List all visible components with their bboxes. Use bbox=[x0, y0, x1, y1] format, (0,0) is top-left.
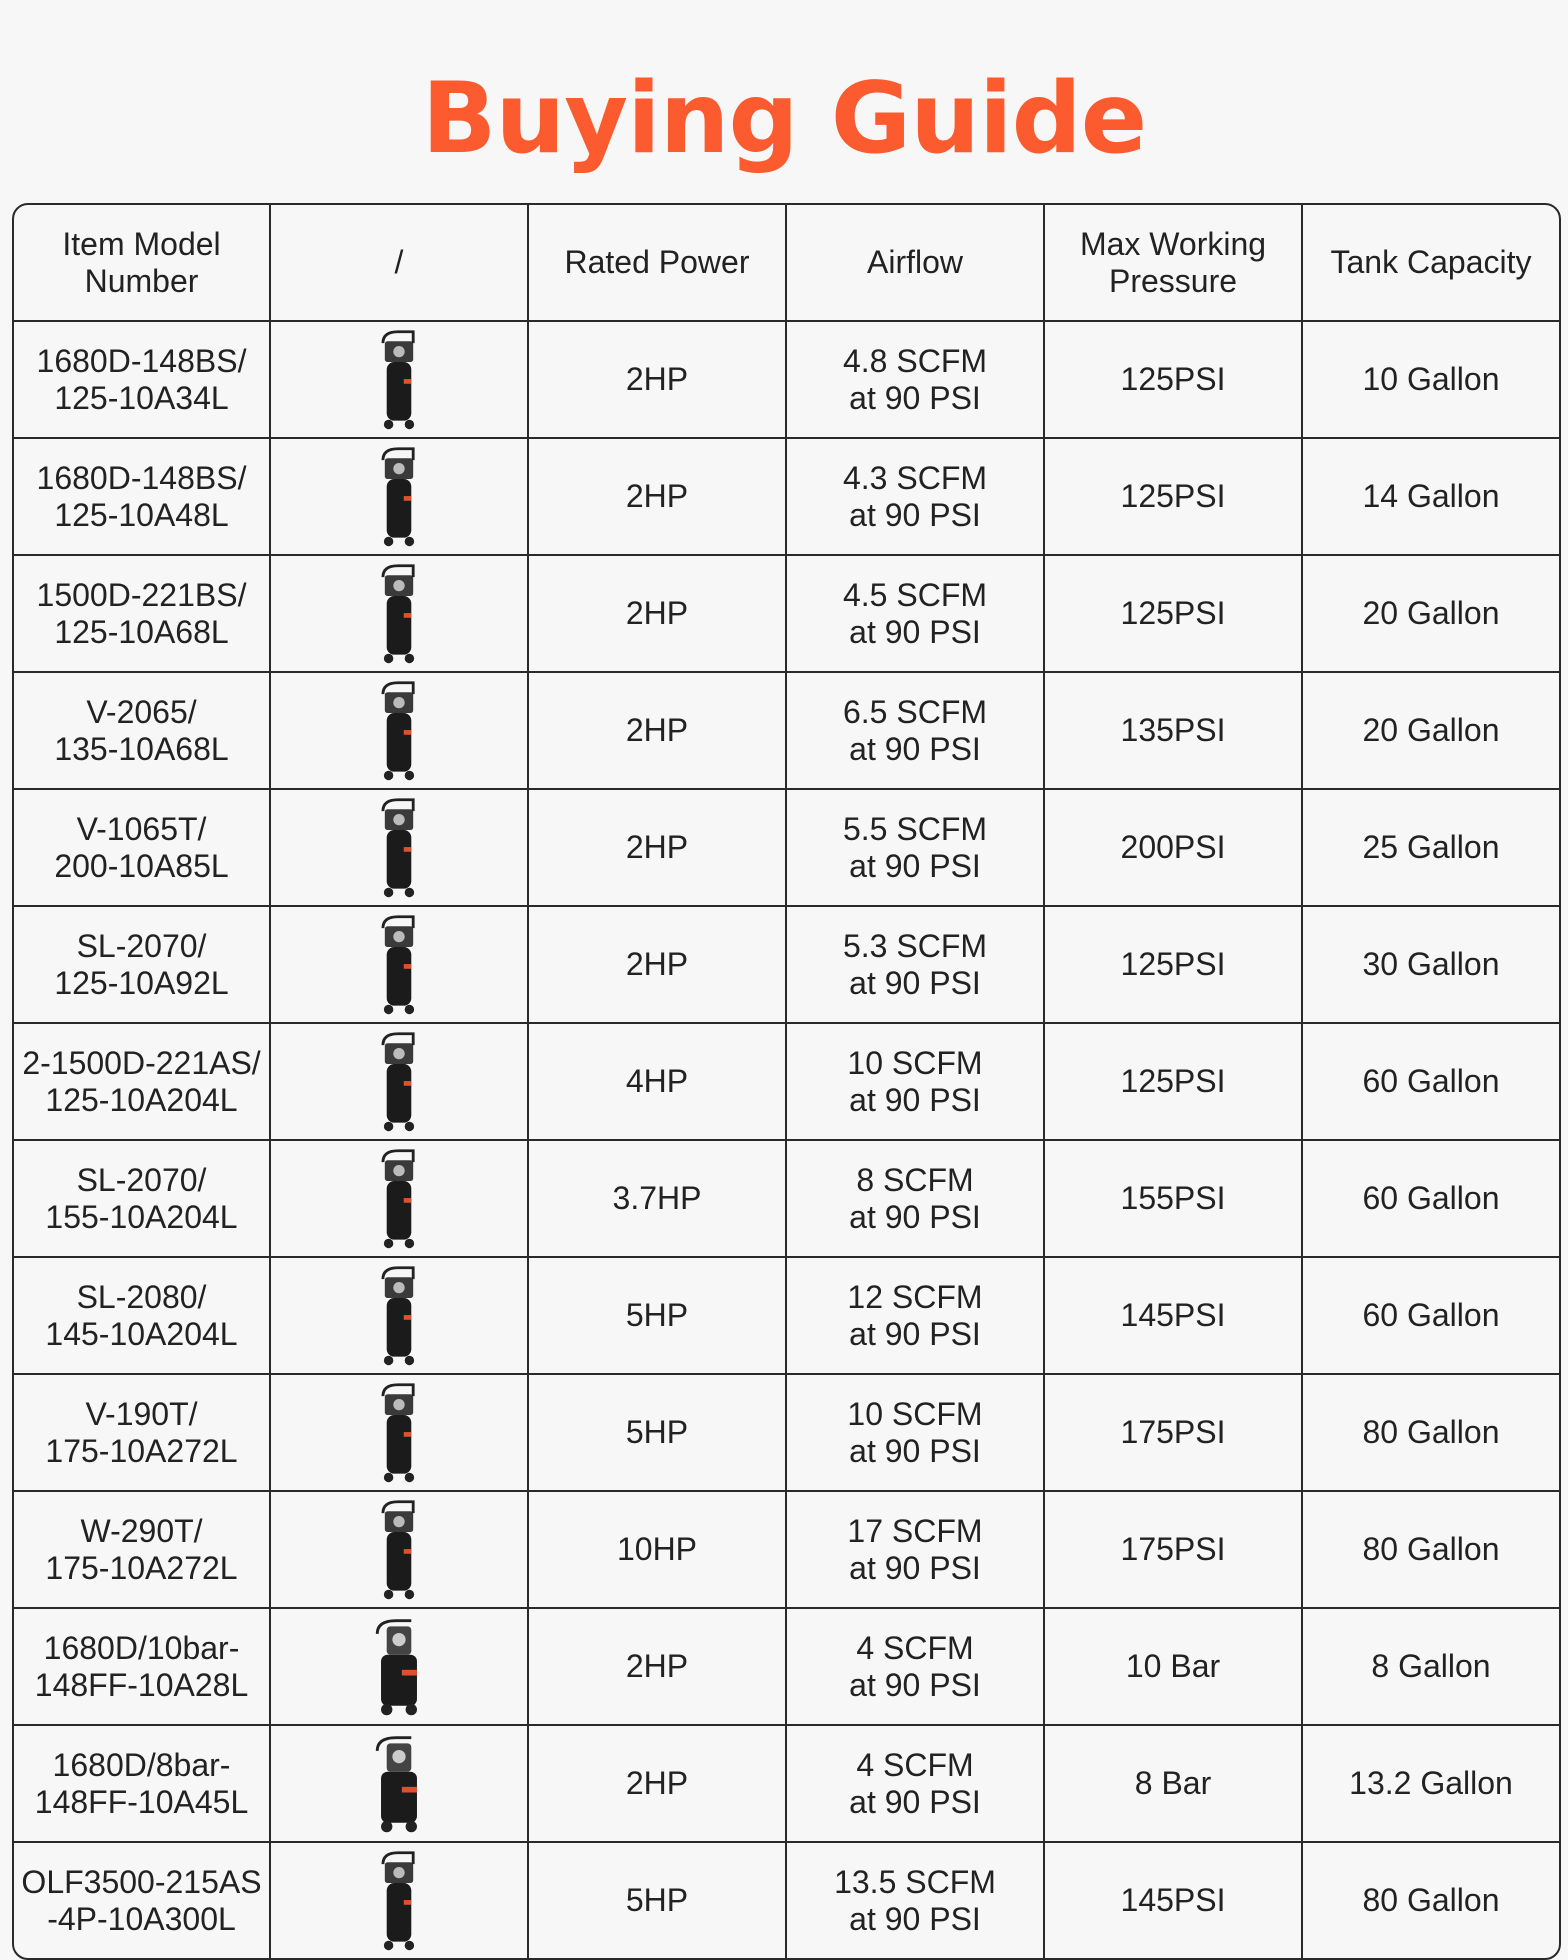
rated-power-cell: 2HP bbox=[529, 1609, 787, 1726]
table-row bbox=[14, 1141, 1559, 1258]
product-image-cell bbox=[271, 1141, 529, 1258]
compact-air-compressor-icon bbox=[364, 1731, 434, 1837]
vertical-air-compressor-icon bbox=[364, 1146, 434, 1252]
rated-power-cell: 10HP bbox=[529, 1492, 787, 1609]
airflow-cell: 13.5 SCFM at 90 PSI bbox=[787, 1843, 1045, 1958]
rated-power-cell: 4HP bbox=[529, 1024, 787, 1141]
header-row bbox=[14, 205, 1559, 322]
airflow-cell: 4.5 SCFM at 90 PSI bbox=[787, 556, 1045, 673]
product-image-cell bbox=[271, 439, 529, 556]
model-number-cell: 1680D/10bar- 148FF-10A28L bbox=[14, 1609, 271, 1726]
airflow-cell: 4 SCFM at 90 PSI bbox=[787, 1726, 1045, 1843]
tank-capacity-cell: 60 Gallon bbox=[1303, 1258, 1559, 1375]
rated-power-cell: 5HP bbox=[529, 1258, 787, 1375]
product-image-cell bbox=[271, 1843, 529, 1958]
tank-capacity-cell: 80 Gallon bbox=[1303, 1375, 1559, 1492]
compact-air-compressor-icon bbox=[364, 1614, 434, 1720]
product-image-cell bbox=[271, 790, 529, 907]
rated-power-cell: 5HP bbox=[529, 1843, 787, 1958]
model-number-cell: 1680D-148BS/ 125-10A48L bbox=[14, 439, 271, 556]
table-row bbox=[14, 322, 1559, 439]
table-row bbox=[14, 673, 1559, 790]
table-row bbox=[14, 1843, 1559, 1958]
max-pressure-cell: 8 Bar bbox=[1045, 1726, 1303, 1843]
product-image-cell bbox=[271, 1726, 529, 1843]
tank-capacity-cell: 30 Gallon bbox=[1303, 907, 1559, 1024]
vertical-air-compressor-icon bbox=[364, 678, 434, 784]
tank-capacity-cell: 60 Gallon bbox=[1303, 1141, 1559, 1258]
table-row bbox=[14, 1609, 1559, 1726]
rated-power-cell: 2HP bbox=[529, 322, 787, 439]
model-number-cell: V-1065T/ 200-10A85L bbox=[14, 790, 271, 907]
header-max-working-pressure: Max Working Pressure bbox=[1045, 205, 1303, 322]
buying-guide-table bbox=[12, 203, 1561, 1960]
tank-capacity-cell: 80 Gallon bbox=[1362, 1882, 1500, 1918]
max-pressure-cell: 145PSI bbox=[1045, 1843, 1303, 1958]
model-number-cell: 2-1500D-221AS/ 125-10A204L bbox=[14, 1024, 271, 1141]
vertical-air-compressor-icon bbox=[364, 1497, 434, 1603]
header-airflow: Airflow bbox=[787, 205, 1045, 322]
vertical-air-compressor-icon bbox=[364, 561, 434, 667]
table-row bbox=[14, 1375, 1559, 1492]
product-image-cell bbox=[271, 1375, 529, 1492]
airflow-cell: 10 SCFM at 90 PSI bbox=[787, 1024, 1045, 1141]
model-number-cell: SL-2080/ 145-10A204L bbox=[14, 1258, 271, 1375]
rated-power-cell: 2HP bbox=[529, 673, 787, 790]
max-pressure-cell: 145PSI bbox=[1045, 1258, 1303, 1375]
airflow-cell: 17 SCFM at 90 PSI bbox=[787, 1492, 1045, 1609]
table-row bbox=[14, 907, 1559, 1024]
rated-power-cell: 3.7HP bbox=[529, 1141, 787, 1258]
vertical-air-compressor-icon bbox=[364, 795, 434, 901]
table-row bbox=[14, 1258, 1559, 1375]
tank-capacity-cell: 20 Gallon bbox=[1303, 673, 1559, 790]
table-row bbox=[14, 1492, 1559, 1609]
product-image-cell bbox=[271, 556, 529, 673]
table-row bbox=[14, 790, 1559, 907]
rated-power-cell: 2HP bbox=[529, 907, 787, 1024]
airflow-cell: 6.5 SCFM at 90 PSI bbox=[787, 673, 1045, 790]
model-number-cell: SL-2070/ 125-10A92L bbox=[14, 907, 271, 1024]
vertical-air-compressor-icon bbox=[364, 444, 434, 550]
model-number-cell: W-290T/ 175-10A272L bbox=[14, 1492, 271, 1609]
vertical-air-compressor-icon bbox=[364, 327, 434, 433]
airflow-cell: 5.5 SCFM at 90 PSI bbox=[787, 790, 1045, 907]
table-row bbox=[14, 439, 1559, 556]
rated-power-cell: 2HP bbox=[529, 556, 787, 673]
product-image-cell bbox=[271, 1609, 529, 1726]
table-row bbox=[14, 1024, 1559, 1141]
tank-capacity-cell: 25 Gallon bbox=[1303, 790, 1559, 907]
model-number-cell: OLF3500-215AS -4P-10A300L bbox=[14, 1843, 271, 1958]
model-number-cell: V-190T/ 175-10A272L bbox=[14, 1375, 271, 1492]
model-number-cell: 1680D/8bar- 148FF-10A45L bbox=[14, 1726, 271, 1843]
airflow-cell: 12 SCFM at 90 PSI bbox=[787, 1258, 1045, 1375]
tank-capacity-cell: 20 Gallon bbox=[1303, 556, 1559, 673]
airflow-cell: 4 SCFM at 90 PSI bbox=[787, 1609, 1045, 1726]
vertical-air-compressor-icon bbox=[364, 912, 434, 1018]
airflow-cell: 10 SCFM at 90 PSI bbox=[787, 1375, 1045, 1492]
max-pressure-cell: 125PSI bbox=[1045, 556, 1303, 673]
model-number-cell: 1680D-148BS/ 125-10A34L bbox=[14, 322, 271, 439]
airflow-cell: 8 SCFM at 90 PSI bbox=[787, 1141, 1045, 1258]
table-row bbox=[14, 556, 1559, 673]
tank-capacity-cell: 60 Gallon bbox=[1303, 1024, 1559, 1141]
max-pressure-cell: 135PSI bbox=[1045, 673, 1303, 790]
header-model-number: Item Model Number bbox=[14, 205, 271, 322]
max-pressure-cell: 200PSI bbox=[1045, 790, 1303, 907]
tank-capacity-cell: 80 Gallon bbox=[1303, 1492, 1559, 1609]
max-pressure-cell: 155PSI bbox=[1045, 1141, 1303, 1258]
tank-capacity-cell: 8 Gallon bbox=[1303, 1609, 1559, 1726]
max-pressure-cell: 125PSI bbox=[1045, 1024, 1303, 1141]
model-number-cell: V-2065/ 135-10A68L bbox=[14, 673, 271, 790]
rated-power-cell: 5HP bbox=[529, 1375, 787, 1492]
vertical-air-compressor-icon bbox=[364, 1029, 434, 1135]
vertical-air-compressor-icon bbox=[364, 1263, 434, 1369]
max-pressure-cell: 125PSI bbox=[1045, 907, 1303, 1024]
product-image-cell bbox=[271, 1492, 529, 1609]
tank-capacity-cell: 14 Gallon bbox=[1303, 439, 1559, 556]
product-image-cell bbox=[271, 673, 529, 790]
header-image: / bbox=[271, 205, 529, 322]
airflow-cell: 4.8 SCFM at 90 PSI bbox=[787, 322, 1045, 439]
vertical-air-compressor-icon bbox=[364, 1848, 434, 1954]
page-title: Buying Guide bbox=[421, 62, 1147, 176]
max-pressure-cell: 175PSI bbox=[1045, 1492, 1303, 1609]
vertical-air-compressor-icon bbox=[364, 1380, 434, 1486]
table-row bbox=[14, 1726, 1559, 1843]
rated-power-cell: 2HP bbox=[529, 790, 787, 907]
product-image-cell bbox=[271, 907, 529, 1024]
airflow-cell: 5.3 SCFM at 90 PSI bbox=[787, 907, 1045, 1024]
rated-power-cell: 2HP bbox=[529, 439, 787, 556]
model-number-cell: SL-2070/ 155-10A204L bbox=[14, 1141, 271, 1258]
product-image-cell bbox=[271, 1258, 529, 1375]
max-pressure-cell: 125PSI bbox=[1045, 439, 1303, 556]
max-pressure-cell: 125PSI bbox=[1045, 322, 1303, 439]
header-rated-power: Rated Power bbox=[529, 205, 787, 322]
product-image-cell bbox=[271, 322, 529, 439]
model-number-cell: 1500D-221BS/ 125-10A68L bbox=[14, 556, 271, 673]
airflow-cell: 4.3 SCFM at 90 PSI bbox=[787, 439, 1045, 556]
max-pressure-cell: 175PSI bbox=[1045, 1375, 1303, 1492]
tank-capacity-cell: 13.2 Gallon bbox=[1303, 1726, 1559, 1843]
tank-capacity-cell: 10 Gallon bbox=[1303, 322, 1559, 439]
header-tank-capacity: Tank Capacity bbox=[1303, 205, 1559, 322]
rated-power-cell: 2HP bbox=[529, 1726, 787, 1843]
max-pressure-cell: 10 Bar bbox=[1045, 1609, 1303, 1726]
product-image-cell bbox=[271, 1024, 529, 1141]
